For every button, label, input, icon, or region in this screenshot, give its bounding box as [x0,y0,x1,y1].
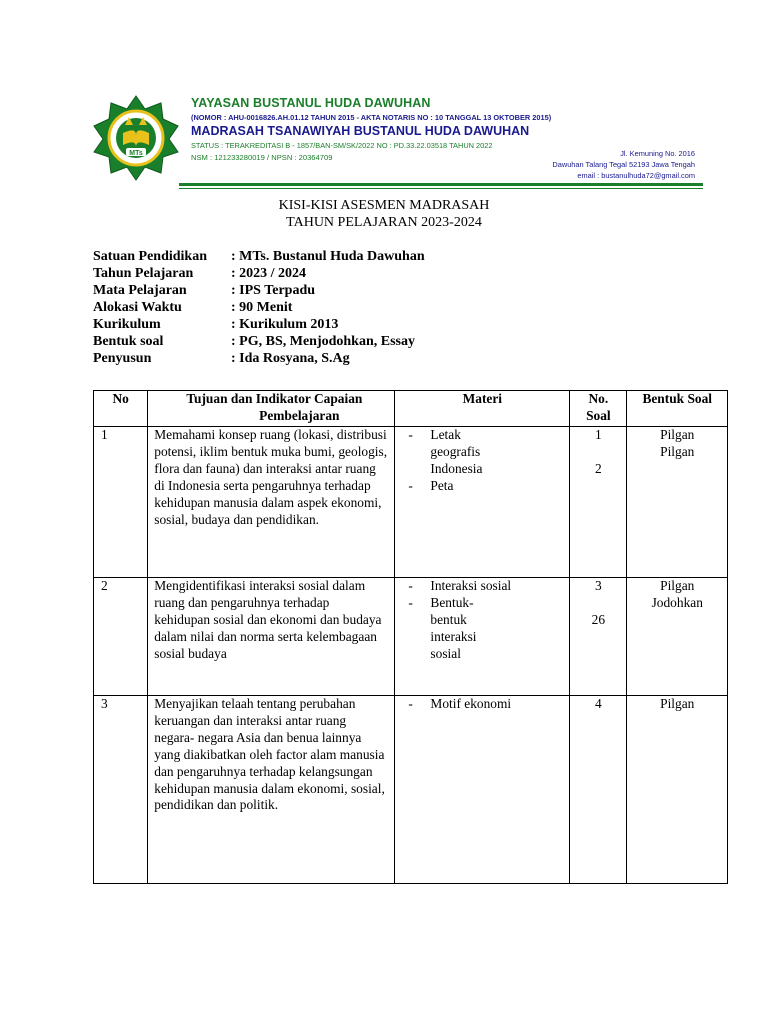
materi-item [395,427,569,478]
bentuk-soal-value: Pilgan [660,578,695,593]
info-label: Bentuk soal [93,334,164,349]
materi-line: interaksi [430,628,477,644]
document-subtitle: TAHUN PELAJARAN 2023-2024 [286,215,482,230]
info-row [93,265,425,282]
materi-dash: - [408,594,413,610]
info-label: Mata Pelajaran [93,283,187,298]
info-value: : 90 Menit [231,300,293,315]
info-value: : MTs. Bustanul Huda Dawuhan [231,249,425,264]
info-row [93,282,425,299]
materi-item [395,696,569,713]
table-header-row [94,391,728,427]
letterhead-rule-thick [179,183,703,186]
info-label: Penyusun [93,351,152,366]
kisi-kisi-table [93,390,728,884]
row-bentuk-soal [627,578,728,696]
info-row [93,350,425,367]
bentuk-soal-value: Pilgan [660,696,695,711]
document-title: KISI-KISI ASESMEN MADRASAH [278,198,490,213]
nsm-line: NSM : 121233280019 / NPSN : 20364709 [191,153,333,162]
info-label: Satuan Pendidikan [93,249,207,264]
no-soal-value: 2 [595,460,602,476]
info-row [93,333,425,350]
info-value: : 2023 / 2024 [231,266,307,281]
info-value: : PG, BS, Menjodohkan, Essay [231,334,415,349]
materi-line: geografis [430,443,481,459]
header-bentuk-soal: Bentuk Soal [627,391,728,427]
materi-line: Indonesia [430,460,483,476]
info-label: Alokasi Waktu [93,300,182,315]
header-tujuan-line1: Tujuan dan Indikator Capaian [186,391,363,406]
row-no-soal [570,427,627,578]
info-row [93,299,425,316]
row-no-soal [570,578,627,696]
no-soal-value: 3 [595,578,602,593]
materi-line: Peta [430,477,454,493]
info-value: : IPS Terpadu [231,283,316,298]
header-no: No [94,391,148,427]
letterhead-rule-thin [179,188,703,189]
header-tujuan [148,391,395,427]
identity-info [93,248,425,367]
status-line: STATUS : TERAKREDITASI B - 1857/BAN-SM/SK/2022 NO : PD.33.22.03518 TAHUN 2022 [191,141,493,150]
row-no: 2 [94,578,148,696]
materi-dash: - [408,477,413,493]
header-materi: Materi [395,391,570,427]
materi-line: Interaksi sosial [430,578,512,593]
materi-line: Letak [430,427,461,442]
info-label: Kurikulum [93,317,161,332]
no-soal-value: 4 [595,696,602,711]
row-no: 3 [94,696,148,884]
school-logo [93,95,179,181]
header-no-soal-line1: No. [588,391,609,406]
row-tujuan: Menyajikan telaah tentang perubahan keruangan dan interaksi antar ruang negara- negara Asia dan benua lainnya yang diakibatkan oleh factor alam manusia dan pengaruhnya terhadap kelangsungan kehidupan manusia dalam ekonomi, sosial, pendidikan dan politik. [148,696,395,884]
foundation-name: YAYASAN BUSTANUL HUDA DAWUHAN [191,96,431,110]
table-row [94,578,728,696]
letterhead [93,87,703,191]
materi-dash: - [408,578,413,593]
no-soal-value: 26 [591,611,606,627]
row-bentuk-soal [627,427,728,578]
row-bentuk-soal [627,696,728,884]
header-tujuan-line2: Pembelajaran [259,407,340,423]
table-row [94,696,728,884]
info-label: Tahun Pelajaran [93,266,194,281]
info-value: : Kurikulum 2013 [231,317,339,332]
address-city: Dawuhan Talang Tegal 52193 Jawa Tengah [552,160,695,169]
info-value: : Ida Rosyana, S.Ag [231,351,350,366]
row-tujuan: Memahami konsep ruang (lokasi, distribusi potensi, iklim bentuk muka bumi, geologis, flora dan fauna) dan interaksi antar ruang di Indonesia serta pengaruhnya terhadap kehidupan manusia dalam aspek ekonomi, sosial, budaya dan pendidikan. [148,427,395,578]
materi-item [395,595,569,663]
header-no-soal [570,391,627,427]
svg-text:MTs: MTs [129,150,143,157]
materi-line: bentuk [430,611,467,627]
header-no-soal-line2: Soal [586,407,611,423]
bentuk-soal-value: Pilgan [660,443,695,459]
materi-line: Motif ekonomi [430,696,512,711]
materi-item [395,578,569,595]
row-no-soal [570,696,627,884]
row-materi [395,578,570,696]
materi-line: Bentuk- [430,594,474,610]
materi-dash: - [408,427,413,442]
no-soal-value: 1 [595,427,602,442]
school-name: MADRASAH TSANAWIYAH BUSTANUL HUDA DAWUHAN [191,124,530,138]
row-materi [395,696,570,884]
email-address: email : bustanulhuda72@gmail.com [577,171,695,180]
address-street: Jl. Kemuning No. 2016 [620,149,695,158]
table-row [94,427,728,578]
bentuk-soal-value: Jodohkan [651,594,703,610]
info-row [93,248,425,265]
materi-dash: - [408,696,413,711]
row-materi [395,427,570,578]
row-tujuan: Mengidentifikasi interaksi sosial dalam ruang dan pengaruhnya terhadap kehidupan sosial dan ekonomi dan budaya dalam nilai dan norma serta kelembagaan sosial budaya [148,578,395,696]
row-no: 1 [94,427,148,578]
legal-line: (NOMOR : AHU-0016826.AH.01.12 TAHUN 2015 - AKTA NOTARIS NO : 10 TANGGAL 13 OKTOBER 2015) [191,113,552,122]
bentuk-soal-value: Pilgan [660,427,695,442]
materi-item [395,478,569,495]
info-row [93,316,425,333]
materi-line: sosial [430,645,461,661]
